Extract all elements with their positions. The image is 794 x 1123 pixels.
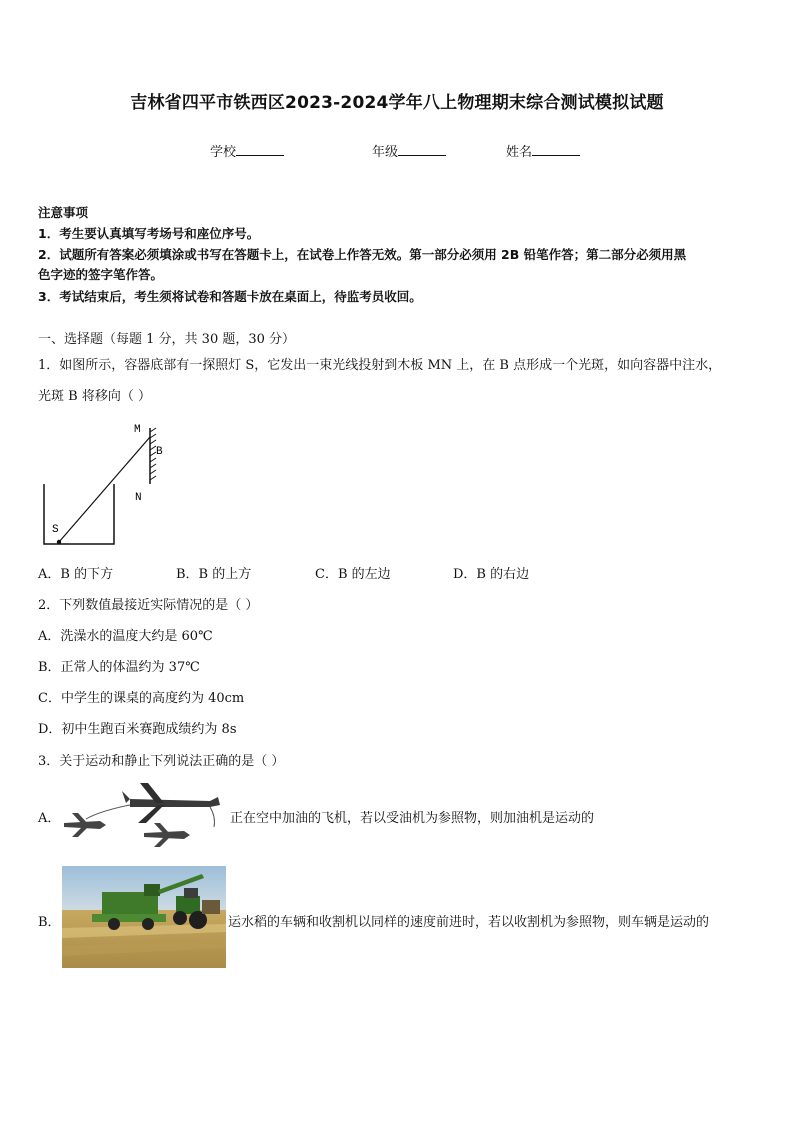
label-b: B (156, 446, 163, 458)
label-n: N (135, 492, 142, 504)
notes-item-2-cont: 色字迹的签字笔作答。 (38, 267, 164, 282)
q1-stem: 1．如图所示，容器底部有一探照灯 S，它发出一束光线投射到木板 MN 上，在 B 点形成一个光斑，如向容器中注水， (38, 358, 722, 373)
grade-blank[interactable] (398, 143, 446, 156)
refueling-planes-image (60, 777, 228, 849)
q3-option-b-text[interactable]: 运水稻的车辆和收割机以同样的速度前进时，若以收割机为参照物，则车辆是运动的 (228, 915, 710, 930)
label-s: S (52, 524, 59, 536)
q1-figure (38, 418, 168, 548)
name-label: 姓名 (506, 145, 533, 160)
q2-option-b[interactable]: B．正常人的体温约为 37℃ (38, 660, 200, 675)
label-m: M (134, 424, 141, 436)
grade-field (372, 141, 446, 160)
name-field (506, 141, 580, 160)
name-blank[interactable] (532, 143, 580, 156)
q3-option-a-label[interactable]: A． (38, 811, 61, 826)
q2-stem: 2．下列数值最接近实际情况的是（ ） (38, 598, 259, 613)
q1-option-c[interactable]: C．B 的左边 (315, 567, 391, 582)
light-ray (59, 437, 150, 542)
harvester-photo (62, 866, 226, 968)
exam-title: 吉林省四平市铁西区2023-2024学年八上物理期末综合测试模拟试题 (130, 93, 664, 113)
notes-item-3: 3．考试结束后，考生须将试卷和答题卡放在桌面上，待监考员收回。 (38, 289, 422, 304)
q1-option-a[interactable]: A．B 的下方 (38, 567, 114, 582)
section-heading: 一、选择题（每题 1 分，共 30 题，30 分） (38, 332, 296, 347)
q3-stem: 3．关于运动和静止下列说法正确的是（ ） (38, 754, 285, 769)
q1-option-b[interactable]: B．B 的上方 (176, 567, 252, 582)
q2-option-a[interactable]: A．洗澡水的温度大约是 60℃ (38, 629, 213, 644)
school-blank[interactable] (236, 143, 284, 156)
grade-label: 年级 (372, 145, 399, 160)
q3-option-a-text[interactable]: 正在空中加油的飞机，若以受油机为参照物，则加油机是运动的 (230, 811, 595, 826)
school-field (210, 141, 284, 160)
q1-option-d[interactable]: D．B 的右边 (453, 567, 530, 582)
notes-item-1: 1．考生要认真填写考场号和座位序号。 (38, 226, 260, 241)
q1-stem-cont: 光斑 B 将移向（ ） (38, 389, 151, 404)
q2-option-c[interactable]: C．中学生的课桌的高度约为 40cm (38, 691, 245, 706)
lamp-s-dot (57, 540, 61, 544)
school-label: 学校 (210, 145, 237, 160)
q3-option-b-label[interactable]: B． (38, 915, 61, 930)
q2-option-d[interactable]: D．初中生跑百米赛跑成绩约为 8s (38, 722, 237, 737)
notes-item-2: 2．试题所有答案必须填涂或书写在答题卡上，在试卷上作答无效。第一部分必须用 2B 铅笔作答；第二部分必须用黑 (38, 247, 687, 262)
notes-heading: 注意事项 (38, 205, 89, 220)
